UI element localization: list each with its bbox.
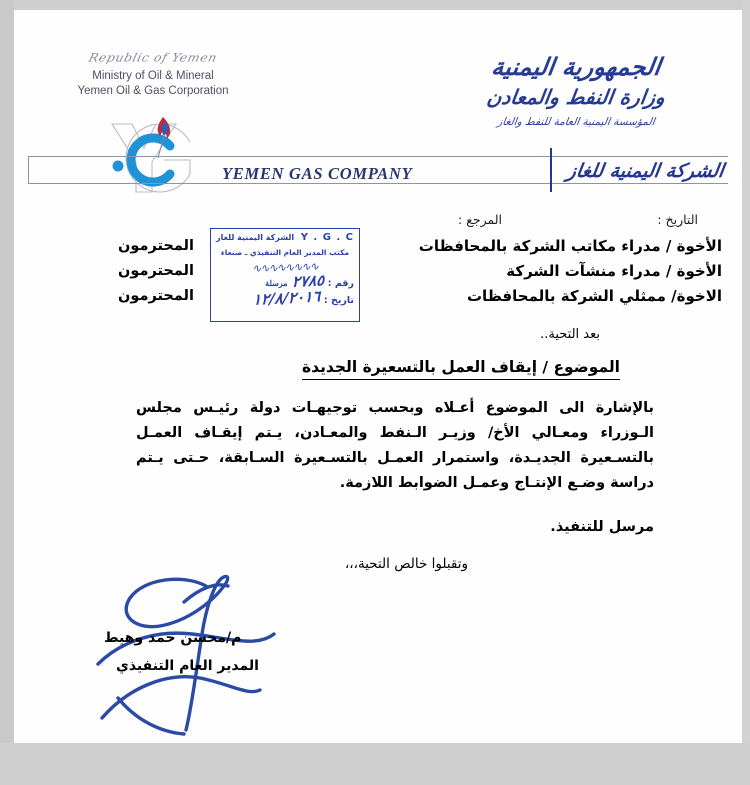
stamp-date-field (211, 287, 359, 309)
stamp-title-row (211, 229, 359, 245)
stamp-date-value: ١٢/٨/٢٠١٦ (252, 287, 321, 309)
addressee-line-1: الأخوة / مدراء مكاتب الشركة بالمحافظات (418, 237, 722, 255)
stamp-date-label: تاريخ : (323, 295, 354, 306)
stamp-office-line: مكتب المدير العام التنفيذي ـ صنعاء (220, 248, 350, 257)
meta-row (18, 212, 730, 232)
corporation-ar-line: المؤسسة اليمنية العامة للنفط والغاز (496, 116, 656, 128)
republic-of-yemen-script: Republic of Yemen (87, 50, 219, 65)
scan-edge-right (742, 0, 750, 785)
corporation-line: Yemen Oil & Gas Corporation (77, 85, 229, 97)
stamp-company-name: الشركة اليمنية للغاز (216, 233, 295, 242)
reference-label: المرجع : (458, 212, 502, 227)
respect-column (96, 234, 216, 309)
respect-line-3: المحترمون (118, 288, 194, 304)
stamp-number-suffix: مرسلة (265, 278, 288, 288)
company-name-arabic: الشركة اليمنية للغاز (565, 160, 726, 182)
ministry-ar-line: وزارة النفط والمعادن (485, 85, 667, 109)
addressee-line-3: الاخوة/ ممثلي الشركة بالمحافظات (466, 287, 722, 305)
signer-name: م/محسن حمد وهيط (104, 630, 242, 646)
banner-cap-left (28, 156, 29, 184)
respect-line-1: المحترمون (118, 238, 194, 254)
addressee-list (342, 234, 722, 309)
stamp-handwritten-scribble: ∿∿∿∿∿∿∿∿ (251, 259, 319, 276)
closing-salutation: وتقبلوا خالص التحية،،، (344, 556, 468, 572)
stamp-number-label: رقم : (327, 278, 354, 289)
stamp-number-value: ٢٧٨٥ (291, 271, 325, 291)
republic-ar-line: الجمهورية اليمنية (489, 53, 663, 81)
scan-edge-bottom (0, 743, 750, 785)
subject-line: الموضوع / إيقاف العمل بالتسعيرة الجديدة (302, 358, 620, 380)
greeting-line: بعد التحية.. (540, 327, 600, 342)
scan-edge-top (0, 0, 750, 10)
stamp-abbreviation: Y . G . C (300, 231, 354, 243)
date-label: التاريخ : (657, 212, 698, 227)
body-paragraph: بالإشارة الى الموضوع أعـلاه وبحسب توجيهـات دولة رئيـس مجلس الـوزراء ومعـالي الأخ/ وزيـر الـنفط والمعـادن، يـتم إيقـاف العمـل بالتسـعيرة الجديـدة، واستمرار العمـل بالتسـعيرة السـابقة، حـتى يـتم دراسة وضـع الإنتـاج وعمـل الضوابط اللازمة. (136, 400, 654, 491)
scan-edge-left (0, 0, 14, 785)
body-note: مرسل للتنفيذ. (550, 519, 654, 535)
addressee-line-2: الأخوة / مدراء منشآت الشركة (506, 262, 722, 280)
english-letterhead (48, 50, 258, 99)
signer-title: المدير العام التنفيذي (116, 658, 259, 674)
arabic-letterhead (426, 52, 726, 131)
ministry-line: Ministry of Oil & Mineral (92, 70, 214, 82)
official-stamp (210, 228, 360, 322)
respect-line-2: المحترمون (118, 263, 194, 279)
company-name-english: YEMEN GAS COMPANY (222, 164, 413, 183)
